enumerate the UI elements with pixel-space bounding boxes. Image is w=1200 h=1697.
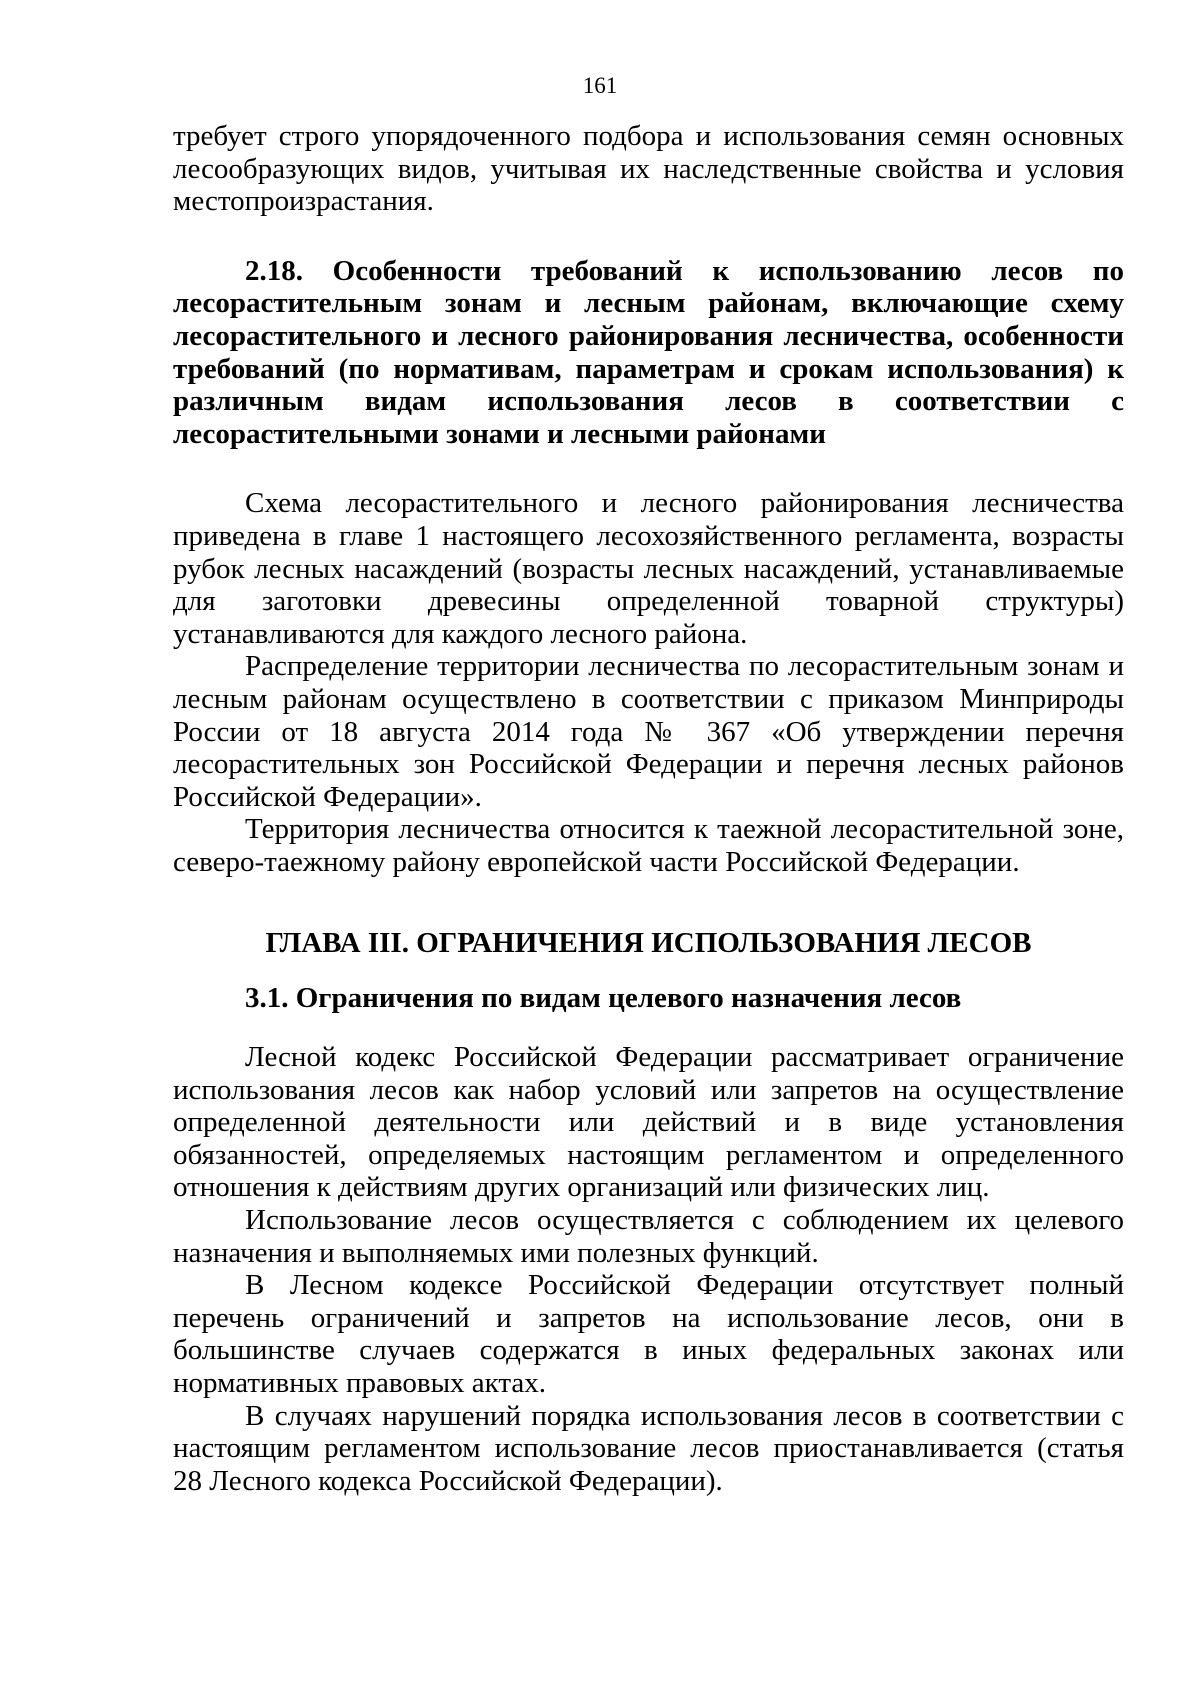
paragraph-zoning-scheme: Схема лесорастительного и лесного районирования лесничества приведена в главе 1 настоящего лесохозяйственного регламента, возрасты рубок лесных насаждений (возрасты лесных насаждений, устанавливаемые для заготовки древесины определенной товарной структуры) устанавливаются для каждого лесного района. <box>173 487 1124 650</box>
paragraph-continuation: требует строго упорядоченного подбора и использования семян основных лесообразующих видов, учитывая их наследственные свойства и условия местопроизрастания. <box>173 120 1124 218</box>
paragraph-forest-code-restrictions: Лесной кодекс Российской Федерации рассматривает ограничение использования лесов как набор условий или запретов на осуществление определенной деятельности или действий и в виде установления обязанностей, определяемых настоящим регламентом и определенного отношения к действиям других организаций или физических лиц. <box>173 1041 1124 1204</box>
paragraph-violations: В случаях нарушений порядка использования лесов в соответствии с настоящим регламентом использование лесов приостанавливается (статья 28 Лесного кодекса Российской Федерации). <box>173 1399 1124 1497</box>
paragraph-taiga-zone: Территория лесничества относится к таежной лесорастительной зоне, северо-таежному району европейской части Российской Федерации. <box>173 813 1124 878</box>
document-body <box>173 120 1124 1497</box>
page-number: 161 <box>582 73 618 98</box>
chapter-heading: ГЛАВА III. ОГРАНИЧЕНИЯ ИСПОЛЬЗОВАНИЯ ЛЕСОВ <box>265 927 1032 960</box>
section-heading-2-18: 2.18. Особенности требований к использованию лесов по лесорастительным зонам и лесным районам, включающие схему лесорастительного и лесного районирования лесничества, особенности требований (по нормативам, параметрам и срокам использования) к различным видам использования лесов в соответствии с лесорастительными зонами и лесными районами <box>173 254 1124 450</box>
paragraph-restrictions-list: В Лесном кодексе Российской Федерации отсутствует полный перечень ограничений и запретов на использование лесов, они в большинстве случаев содержатся в иных федеральных законах или нормативных правовых актах. <box>173 1269 1124 1399</box>
paragraph-forest-use-purpose: Использование лесов осуществляется с соблюдением их целевого назначения и выполняемых ими полезных функций. <box>173 1204 1124 1269</box>
section-heading-3-1: 3.1. Ограничения по видам целевого назначения лесов <box>245 982 962 1015</box>
paragraph-territory-distribution: Распределение территории лесничества по лесорастительным зонам и лесным районам осуществлено в соответствии с приказом Минприроды России от 18 августа 2014 года № 367 «Об утверждении перечня лесорастительных зон Российской Федерации и перечня лесных районов Российской Федерации». <box>173 650 1124 813</box>
